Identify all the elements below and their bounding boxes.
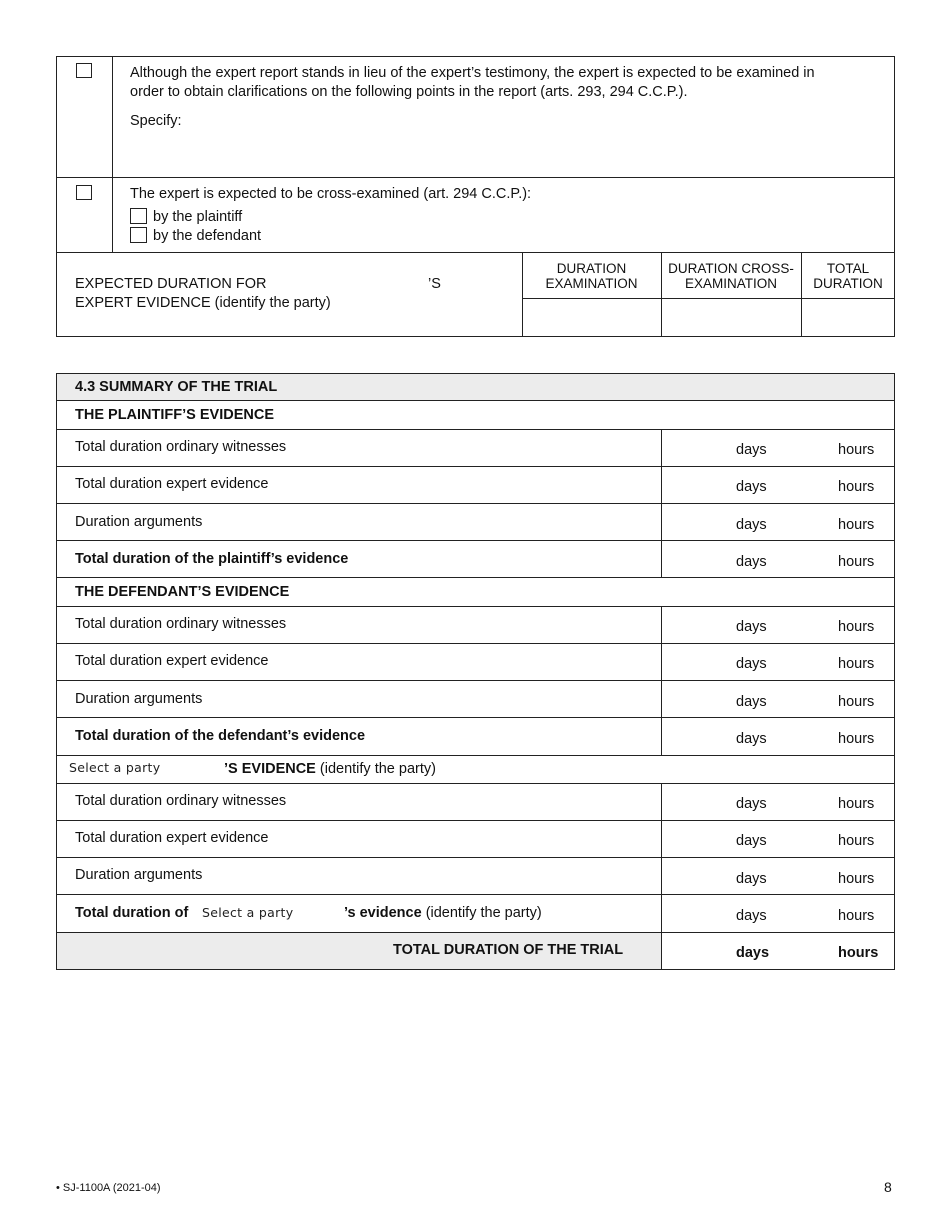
divider xyxy=(56,857,895,858)
page-number: 8 xyxy=(884,1179,892,1195)
days-unit: days xyxy=(736,517,767,533)
cross-examination-checkbox[interactable] xyxy=(76,185,92,200)
clarification-text-line2: order to obtain clarifications on the following points in the report (arts. 293, 294 C.C.P.). xyxy=(130,84,688,100)
row-label: Total duration expert evidence xyxy=(75,653,269,669)
row-label: Total duration ordinary witnesses xyxy=(75,616,287,632)
summary-title: 4.3 SUMMARY OF THE TRIAL xyxy=(75,379,278,395)
row-label: Total duration expert evidence xyxy=(75,476,269,492)
divider xyxy=(56,932,895,933)
identify-party-note: (identify the party) xyxy=(319,761,436,777)
divider xyxy=(56,606,895,607)
divider xyxy=(56,400,895,401)
hours-unit: hours xyxy=(838,656,875,672)
divider xyxy=(56,643,895,644)
expert-checkbox-column-divider xyxy=(112,56,113,252)
days-unit: days xyxy=(736,796,767,812)
days-unit: days xyxy=(736,694,767,710)
defendant-evidence-header: THE DEFENDANT’S EVIDENCE xyxy=(75,584,290,600)
by-plaintiff-checkbox[interactable] xyxy=(130,208,147,224)
by-plaintiff-label: by the plaintiff xyxy=(153,209,243,225)
by-defendant-label: by the defendant xyxy=(153,228,262,244)
days-unit: days xyxy=(736,656,767,672)
hours-unit: hours xyxy=(838,871,875,887)
days-unit: days xyxy=(736,908,767,924)
party-evidence-suffix: ’S EVIDENCE xyxy=(224,761,316,777)
party-total-label-prefix: Total duration of xyxy=(75,905,189,921)
trial-total-label: TOTAL DURATION OF THE TRIAL xyxy=(393,942,624,958)
party-total-label-suffix xyxy=(344,904,542,923)
hours-unit: hours xyxy=(838,442,875,458)
divider xyxy=(56,783,895,784)
divider xyxy=(56,503,895,504)
divider xyxy=(56,466,895,467)
total-duration-field[interactable] xyxy=(803,300,894,335)
row-label: Total duration ordinary witnesses xyxy=(75,439,287,455)
row-label: Duration arguments xyxy=(75,691,203,707)
days-unit: days xyxy=(736,619,767,635)
days-unit: days xyxy=(736,554,767,570)
specify-label: Specify: xyxy=(130,113,182,129)
expected-duration-party-field[interactable] xyxy=(285,274,425,294)
trial-days-unit: days xyxy=(736,945,770,961)
defendant-total-label: Total duration of the defendant’s evidence xyxy=(75,728,366,744)
clarification-checkbox[interactable] xyxy=(76,63,92,78)
cross-examination-text: The expert is expected to be cross-examined (art. 294 C.C.P.): xyxy=(130,186,532,202)
divider xyxy=(56,540,895,541)
party-total-select-dropdown[interactable]: Select a party xyxy=(202,905,294,920)
party-select-dropdown[interactable]: Select a party xyxy=(69,760,161,775)
divider xyxy=(56,429,895,430)
hours-unit: hours xyxy=(838,619,875,635)
plaintiff-total-label: Total duration of the plaintiff’s evidence xyxy=(75,551,349,567)
divider xyxy=(56,717,895,718)
divider xyxy=(522,298,895,299)
trial-hours-unit: hours xyxy=(838,945,879,961)
hours-unit: hours xyxy=(838,796,875,812)
row-label: Total duration ordinary witnesses xyxy=(75,793,287,809)
row-label: Duration arguments xyxy=(75,867,203,883)
divider xyxy=(56,820,895,821)
divider xyxy=(56,755,895,756)
divider xyxy=(661,606,662,755)
days-unit: days xyxy=(736,442,767,458)
hours-unit: hours xyxy=(838,479,875,495)
hours-unit: hours xyxy=(838,731,875,747)
party-evidence-header xyxy=(224,760,436,779)
col-total-duration xyxy=(801,261,895,291)
col-header-line: DURATION CROSS- xyxy=(668,261,794,276)
col-duration-cross-examination xyxy=(661,261,801,291)
hours-unit: hours xyxy=(838,833,875,849)
clarification-text-line1: Although the expert report stands in lieu of the expert’s testimony, the expert is expected to be examined in xyxy=(130,65,815,81)
col-header-line: EXAMINATION xyxy=(684,276,777,291)
expected-duration-label-line2: EXPERT EVIDENCE (identify the party) xyxy=(75,295,331,311)
hours-unit: hours xyxy=(838,517,875,533)
divider xyxy=(56,252,895,253)
row-label: Total duration expert evidence xyxy=(75,830,269,846)
divider xyxy=(661,429,662,577)
days-input[interactable] xyxy=(665,432,733,464)
expected-duration-label-line1: EXPECTED DURATION FOR xyxy=(75,276,267,292)
hours-unit: hours xyxy=(838,694,875,710)
col-header-line: DURATION xyxy=(813,276,883,291)
divider xyxy=(56,894,895,895)
days-unit: days xyxy=(736,871,767,887)
col-duration-examination xyxy=(522,261,661,291)
party-total-suffix: ’s evidence xyxy=(344,905,422,921)
specify-field[interactable] xyxy=(130,132,880,172)
hours-input[interactable] xyxy=(775,432,835,464)
days-unit: days xyxy=(736,731,767,747)
plaintiff-evidence-header: THE PLAINTIFF’S EVIDENCE xyxy=(75,407,274,423)
divider xyxy=(112,177,895,178)
duration-examination-field[interactable] xyxy=(524,300,660,335)
days-unit: days xyxy=(736,833,767,849)
form-code: • SJ-1100A (2021-04) xyxy=(56,1182,161,1194)
duration-cross-examination-field[interactable] xyxy=(663,300,800,335)
expected-duration-label-suffix: ’S xyxy=(428,276,441,292)
divider xyxy=(56,177,112,178)
col-header-line: TOTAL xyxy=(826,261,870,276)
divider xyxy=(661,783,662,970)
days-unit: days xyxy=(736,479,767,495)
identify-party-note: (identify the party) xyxy=(425,905,542,921)
hours-unit: hours xyxy=(838,554,875,570)
hours-unit: hours xyxy=(838,908,875,924)
divider xyxy=(56,577,895,578)
col-header-line: DURATION xyxy=(556,261,627,276)
by-defendant-checkbox[interactable] xyxy=(130,227,147,243)
col-header-line: EXAMINATION xyxy=(545,276,638,291)
divider xyxy=(56,680,895,681)
row-label: Duration arguments xyxy=(75,514,203,530)
